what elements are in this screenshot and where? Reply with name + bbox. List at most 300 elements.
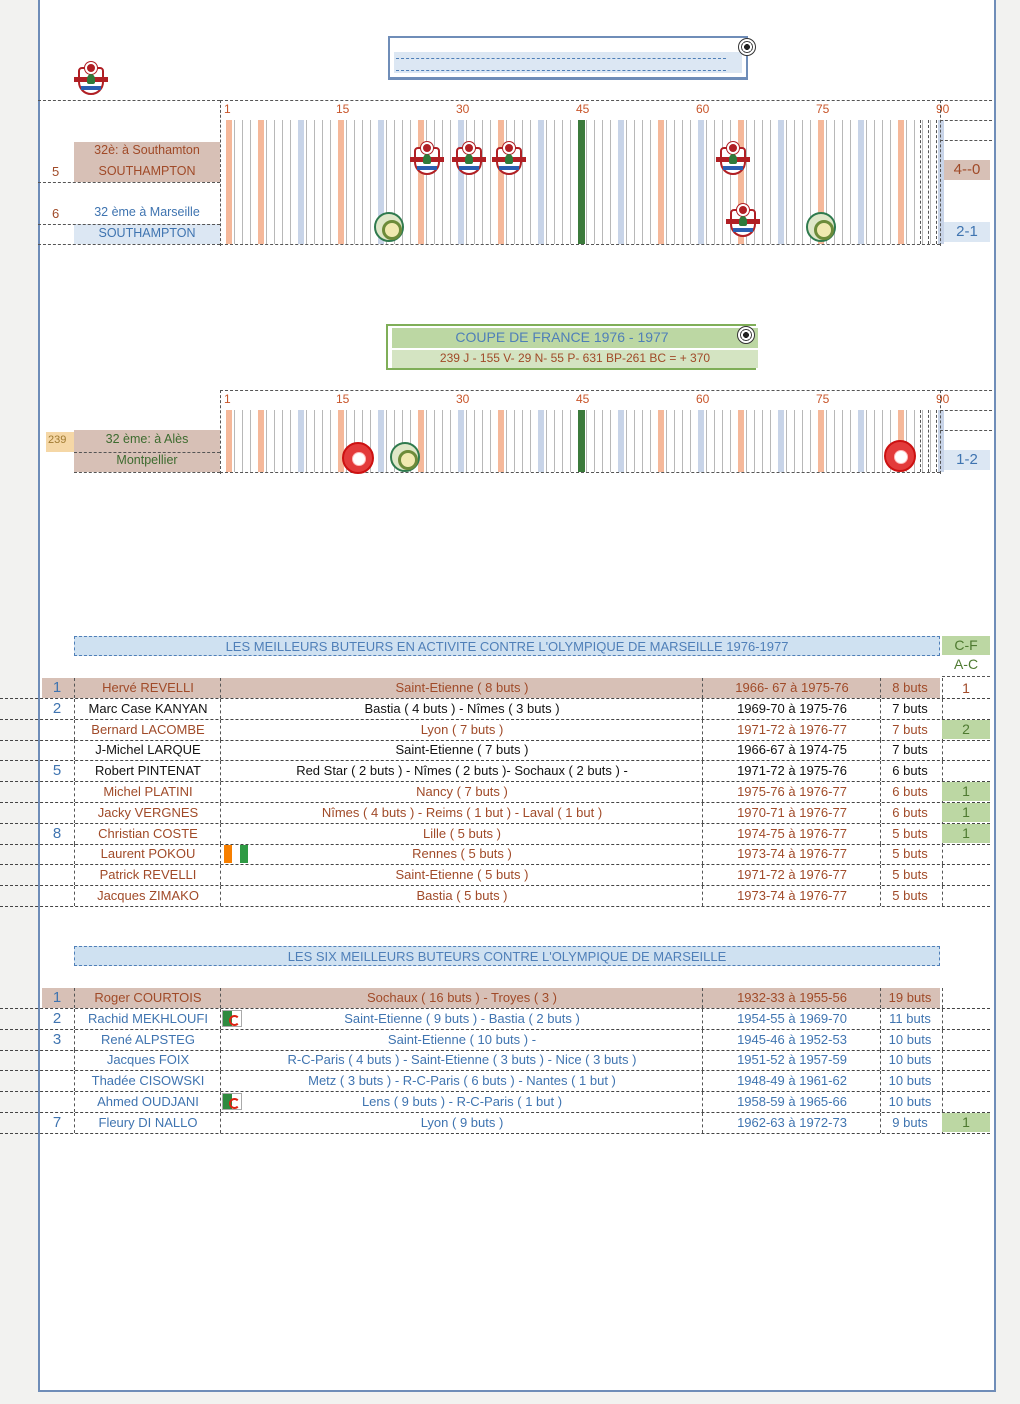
minute-bar: [626, 120, 627, 244]
player-name: Jacques FOIX: [106, 1052, 190, 1068]
column-separator: [880, 1050, 881, 1070]
player-name: Rachid MEKHLOUFI: [88, 1010, 208, 1026]
extra-time-line: [928, 120, 929, 244]
cup2-subtitle: 239 J - 155 V- 29 N- 55 P- 631 BP-261 BC = + 370: [439, 351, 711, 365]
minute-bar: [530, 120, 531, 244]
minute-bar: [434, 410, 435, 472]
minute-bar: [562, 410, 563, 472]
extra-time-line: [920, 410, 921, 472]
cup1-sep-2: [38, 224, 220, 225]
rank-cell: [42, 886, 72, 906]
minute-bar: [586, 120, 587, 244]
clubs-cell: Nîmes ( 4 buts ) - Reims ( 1 but ) - Laval ( 1 but ): [321, 804, 603, 820]
minute-bar: [874, 410, 875, 472]
table-row: [0, 678, 990, 699]
column-separator: [220, 824, 221, 844]
seasons-cell: 1974-75 à 1976-77: [737, 825, 847, 841]
clubs-cell: Bastia ( 4 buts ) - Nîmes ( 3 buts ): [364, 700, 560, 716]
cup1-sep-1: [38, 182, 220, 183]
column-separator: [220, 865, 221, 885]
minute-bar: [266, 120, 267, 244]
minute-bar: [290, 120, 291, 244]
seasons-cell: 1954-55 à 1969-70: [737, 1010, 847, 1026]
column-separator: [220, 844, 221, 864]
minute-bar: [250, 410, 251, 472]
seasons-cell: 1971-72 à 1976-77: [737, 721, 847, 737]
minute-bar: [786, 410, 787, 472]
ivory-coast-flag-icon: [224, 845, 248, 863]
cf-label: C-F: [942, 636, 990, 655]
minute-bar: [458, 120, 464, 244]
minute-bar: [314, 410, 315, 472]
minute-bar: [714, 410, 715, 472]
minute-bar: [514, 410, 515, 472]
minute-bar: [306, 120, 307, 244]
table-row: [0, 1092, 990, 1113]
goals-cell: 11 buts: [889, 1010, 931, 1026]
cup1-score-1: 4--0: [944, 160, 990, 180]
top-title-dash-2: [396, 70, 726, 71]
minute-bar: [650, 120, 651, 244]
rank-cell: [42, 1050, 72, 1070]
clubs-cell: Lille ( 5 buts ): [422, 825, 502, 841]
timeline-cup-1: [220, 100, 950, 270]
marseille-goal-icon: [374, 212, 404, 242]
column-separator: [942, 1071, 943, 1091]
rank-cell: [42, 803, 72, 823]
minute-bar: [450, 120, 451, 244]
table-row: [0, 1113, 990, 1134]
minute-bar: [546, 410, 547, 472]
minute-bar: [626, 410, 627, 472]
minute-bar: [722, 120, 723, 244]
match-round-label: 32è: à Southamton: [94, 143, 200, 157]
column-separator: [220, 720, 221, 740]
rank-cell: [42, 865, 72, 885]
minute-bar: [706, 120, 707, 244]
seasons-cell: 1969-70 à 1975-76: [737, 700, 847, 716]
minute-bar: [794, 120, 795, 244]
minute-bar: [610, 410, 611, 472]
cup2-sep-2: [74, 472, 220, 473]
table-row: [0, 865, 990, 886]
minute-bar: [250, 120, 251, 244]
seasons-cell: 1973-74 à 1976-77: [737, 846, 847, 862]
goals-cell: 9 buts: [892, 1114, 928, 1130]
table-row: [0, 988, 990, 1009]
column-separator: [702, 865, 703, 885]
minute-bar: [330, 410, 331, 472]
column-separator: [74, 1050, 75, 1070]
goals-cell: 7 buts: [892, 700, 928, 716]
column-separator: [702, 803, 703, 823]
minute-bar: [770, 410, 771, 472]
player-name: J-Michel LARQUE: [95, 742, 201, 758]
minute-bar: [642, 410, 643, 472]
top-title-box: [388, 36, 748, 80]
southampton-goal-icon: [492, 142, 526, 178]
minute-bar: [466, 120, 467, 244]
rank-cell: [42, 720, 72, 740]
column-separator: [702, 1113, 703, 1133]
minute-bar: [490, 410, 491, 472]
column-separator: [220, 1009, 221, 1029]
minute-tick-label: 30: [456, 102, 470, 116]
minute-bar: [234, 120, 235, 244]
column-separator: [880, 1071, 881, 1091]
alltime-scorers-table: [0, 988, 1020, 1138]
minute-bar: [522, 410, 523, 472]
rank-cell: [42, 844, 72, 864]
column-separator: [942, 844, 943, 864]
minute-bar: [802, 120, 803, 244]
minute-bar: [882, 120, 883, 244]
minute-bar: [530, 410, 531, 472]
column-separator: [220, 988, 221, 1008]
clubs-cell: Bastia ( 5 buts ): [416, 888, 508, 903]
seasons-cell: 1932-33 à 1955-56: [737, 990, 847, 1005]
minute-bar: [730, 410, 731, 472]
minute-bar: [258, 120, 264, 244]
minute-bar: [274, 120, 275, 244]
minute-bar: [634, 120, 635, 244]
column-separator: [880, 782, 881, 802]
minute-bar: [666, 120, 667, 244]
column-separator: [880, 1030, 881, 1050]
column-separator: [220, 678, 221, 698]
southampton-goal-icon: [716, 142, 750, 178]
seasons-cell: 1945-46 à 1952-53: [737, 1031, 847, 1047]
minute-bar: [690, 410, 691, 472]
column-separator: [880, 988, 881, 1008]
extra-time-line: [928, 410, 929, 472]
column-separator: [702, 1071, 703, 1091]
minute-bar: [242, 120, 243, 244]
minute-bar: [930, 410, 931, 472]
clubs-cell: Sochaux ( 16 buts ) - Troyes ( 3 ): [366, 990, 558, 1005]
minute-bar: [794, 410, 795, 472]
cup1-match-number-2: 6: [52, 206, 60, 221]
minute-bar: [434, 120, 435, 244]
clubs-cell: Saint-Etienne ( 10 buts ) -: [387, 1031, 537, 1047]
minute-bar: [290, 410, 291, 472]
minute-bar: [458, 410, 464, 472]
cup1-right-line-2: [940, 120, 992, 121]
minute-bar: [762, 120, 763, 244]
marseille-goal-icon: [390, 442, 420, 472]
table-row: [0, 1009, 990, 1030]
goals-cell: 7 buts: [892, 742, 928, 758]
minute-bar: [826, 410, 827, 472]
goals-cell: 7 buts: [892, 721, 928, 737]
column-separator: [74, 1113, 75, 1133]
clubs-cell: Lyon ( 9 buts ): [420, 1114, 504, 1130]
timeline-top-line: [220, 390, 940, 391]
clubs-cell: Saint-Etienne ( 7 buts ): [395, 742, 529, 758]
rank-cell: 1: [52, 989, 62, 1006]
column-separator: [702, 782, 703, 802]
player-name: Jacques ZIMAKO: [97, 888, 199, 903]
player-name: René ALPSTEG: [101, 1031, 195, 1047]
column-separator: [702, 720, 703, 740]
column-separator: [942, 1009, 943, 1029]
minute-bar: [594, 120, 595, 244]
seasons-cell: 1971-72 à 1975-76: [737, 763, 847, 779]
column-separator: [702, 740, 703, 760]
minute-bar: [762, 410, 763, 472]
column-separator: [880, 803, 881, 823]
column-separator: [942, 1030, 943, 1050]
minute-bar: [898, 120, 904, 244]
column-separator: [702, 1092, 703, 1112]
seasons-cell: 1971-72 à 1976-77: [737, 867, 847, 883]
column-separator: [702, 844, 703, 864]
southampton-goal-icon: [726, 204, 760, 240]
cup2-title-box: [386, 324, 756, 370]
cup1-top-line: [38, 100, 220, 101]
minute-bar: [578, 120, 585, 244]
minute-bar: [298, 410, 304, 472]
goals-cell: 19 buts: [888, 990, 932, 1005]
clubs-cell: R-C-Paris ( 4 buts ) - Saint-Etienne ( 3 buts ) - Nice ( 3 buts ): [287, 1052, 637, 1068]
minute-bar: [834, 410, 835, 472]
column-separator: [702, 761, 703, 781]
minute-bar: [426, 120, 427, 244]
clubs-cell: Lyon ( 7 buts ): [420, 721, 504, 737]
clubs-cell: Saint-Etienne ( 8 buts ): [395, 680, 529, 695]
table-row: [0, 886, 990, 907]
minute-bar: [418, 120, 424, 244]
minute-bar: [698, 410, 704, 472]
cup2-right-line-3: [940, 430, 992, 431]
seasons-cell: 1973-74 à 1976-77: [737, 888, 847, 903]
minute-bar: [778, 120, 784, 244]
minute-bar: [554, 410, 555, 472]
minute-bar: [842, 120, 843, 244]
column-separator: [74, 844, 75, 864]
ac-line: [942, 676, 990, 677]
cup2-match-number: 239: [48, 434, 67, 446]
column-separator: [942, 988, 943, 1008]
minute-tick-label: 45: [576, 392, 590, 406]
minute-bar: [570, 120, 571, 244]
column-separator: [74, 720, 75, 740]
match-opponent-label: SOUTHAMPTON: [98, 164, 196, 178]
column-separator: [74, 865, 75, 885]
minute-bar: [602, 120, 603, 244]
table-row: [0, 1030, 990, 1051]
timeline-bottom-line: [220, 472, 940, 473]
goals-cell: 10 buts: [888, 1031, 932, 1047]
column-separator: [702, 1050, 703, 1070]
minute-bar: [858, 120, 864, 244]
minute-bar: [906, 120, 907, 244]
goals-cell: 10 buts: [888, 1073, 932, 1089]
minute-bar: [298, 120, 304, 244]
minute-bar: [474, 410, 475, 472]
minute-bar: [362, 120, 363, 244]
column-separator: [74, 761, 75, 781]
column-separator: [880, 720, 881, 740]
montpellier-goal-icon: [884, 440, 916, 472]
column-separator: [74, 988, 75, 1008]
rank-cell: 2: [52, 1009, 62, 1027]
player-name: Marc Case KANYAN: [88, 700, 208, 716]
column-separator: [880, 865, 881, 885]
minute-tick-label: 60: [696, 102, 710, 116]
match-opponent-label: SOUTHAMPTON: [98, 226, 196, 240]
table-row: [0, 761, 990, 782]
cup-goals-cell: 1: [962, 680, 970, 696]
minute-bar: [698, 120, 704, 244]
clubs-cell: Rennes ( 5 buts ): [412, 846, 512, 862]
clubs-cell: Saint-Etienne ( 5 buts ): [395, 867, 529, 883]
algeria-flag-icon: [222, 1093, 242, 1110]
minute-bar: [922, 410, 923, 472]
column-separator: [220, 1092, 221, 1112]
minute-bar: [426, 410, 427, 472]
minute-bar: [354, 120, 355, 244]
minute-bar: [482, 410, 483, 472]
minute-bar: [690, 120, 691, 244]
minute-bar: [450, 410, 451, 472]
cup-goals-cell: 1: [942, 782, 990, 801]
rank-cell: 5: [52, 762, 62, 780]
minute-bar: [634, 410, 635, 472]
column-separator: [880, 740, 881, 760]
minute-bar: [338, 120, 344, 244]
seasons-cell: 1975-76 à 1976-77: [737, 784, 847, 799]
table-row: [0, 1050, 990, 1071]
player-name: Patrick REVELLI: [99, 867, 197, 883]
column-separator: [74, 699, 75, 719]
clubs-cell: Saint-Etienne ( 9 buts ) - Bastia ( 2 buts ): [344, 1010, 580, 1026]
timeline-left-line: [220, 100, 221, 246]
match-opponent-label: Montpellier: [116, 453, 178, 467]
minute-bar: [474, 120, 475, 244]
minute-bar: [234, 410, 235, 472]
goals-cell: 5 buts: [892, 888, 928, 903]
football-icon: [738, 38, 756, 56]
minute-bar: [370, 120, 371, 244]
player-name: Roger COURTOIS: [94, 990, 202, 1005]
minute-tick-label: 45: [576, 102, 590, 116]
column-separator: [74, 1009, 75, 1029]
minute-bar: [490, 120, 491, 244]
cup1-sep-3: [38, 244, 220, 245]
minute-bar: [506, 410, 507, 472]
minute-bar: [610, 120, 611, 244]
table-row: [0, 720, 990, 741]
clubs-cell: Nancy ( 7 buts ): [416, 784, 508, 799]
column-separator: [74, 678, 75, 698]
minute-bar: [642, 120, 643, 244]
minute-bar: [914, 120, 915, 244]
extra-time-line: [936, 120, 937, 244]
cup1-score-2: 2-1: [944, 222, 990, 242]
cup-goals-cell: 2: [942, 720, 990, 739]
southampton-goal-icon: [410, 142, 444, 178]
minute-bar: [658, 410, 664, 472]
minute-bar: [498, 410, 504, 472]
column-separator: [74, 824, 75, 844]
minute-bar: [554, 120, 555, 244]
rank-cell: 1: [52, 679, 62, 696]
minute-tick-label: 15: [336, 102, 350, 116]
minute-bar: [818, 410, 824, 472]
minute-bar: [378, 410, 384, 472]
goals-cell: 6 buts: [892, 804, 928, 820]
goals-cell: 5 buts: [892, 825, 928, 841]
southampton-crest-icon: [74, 62, 108, 98]
minute-bar: [882, 410, 883, 472]
minute-bar: [274, 410, 275, 472]
column-separator: [942, 865, 943, 885]
minute-bar: [618, 120, 624, 244]
timeline-bottom-line: [220, 244, 940, 245]
column-separator: [702, 988, 703, 1008]
column-separator: [220, 886, 221, 906]
minute-bar: [346, 120, 347, 244]
minute-tick-label: 90: [936, 102, 950, 116]
minute-bar: [754, 410, 755, 472]
minute-bar: [314, 120, 315, 244]
goals-cell: 5 buts: [892, 846, 928, 862]
minute-bar: [778, 410, 784, 472]
minute-bar: [666, 410, 667, 472]
player-name: Ahmed OUDJANI: [97, 1094, 199, 1109]
rank-cell: 7: [52, 1113, 62, 1131]
column-separator: [880, 761, 881, 781]
seasons-cell: 1951-52 à 1957-59: [737, 1052, 847, 1068]
minute-bar: [674, 410, 675, 472]
column-separator: [880, 699, 881, 719]
minute-bar: [322, 120, 323, 244]
minute-tick-label: 15: [336, 392, 350, 406]
cup-goals-cell: 1: [942, 824, 990, 843]
column-separator: [942, 699, 943, 719]
football-icon: [737, 326, 755, 344]
seasons-cell: 1948-49 à 1961-62: [737, 1073, 847, 1089]
ac-label: A-C: [953, 656, 979, 672]
minute-bar: [282, 120, 283, 244]
minute-tick-label: 60: [696, 392, 710, 406]
column-separator: [880, 824, 881, 844]
timeline-right-line: [940, 100, 941, 246]
montpellier-goal-icon: [342, 442, 374, 474]
minute-bar: [602, 410, 603, 472]
minute-bar: [410, 120, 411, 244]
column-separator: [880, 844, 881, 864]
match-round-label: 32 ème: à Alès: [105, 432, 189, 446]
column-separator: [74, 740, 75, 760]
cup-goals-cell: 1: [942, 1113, 990, 1132]
column-separator: [220, 1071, 221, 1091]
minute-bar: [706, 410, 707, 472]
minute-tick-label: 1: [224, 102, 231, 116]
column-separator: [220, 1050, 221, 1070]
clubs-cell: Lens ( 9 buts ) - R-C-Paris ( 1 but ): [361, 1094, 563, 1109]
minute-bar: [322, 410, 323, 472]
top-title-dash-1: [396, 58, 726, 59]
minute-bar: [546, 120, 547, 244]
player-name: Thadée CISOWSKI: [91, 1073, 205, 1089]
player-name: Robert PINTENAT: [95, 763, 201, 779]
column-separator: [74, 803, 75, 823]
column-separator: [702, 1009, 703, 1029]
minute-bar: [618, 410, 624, 472]
column-separator: [942, 740, 943, 760]
